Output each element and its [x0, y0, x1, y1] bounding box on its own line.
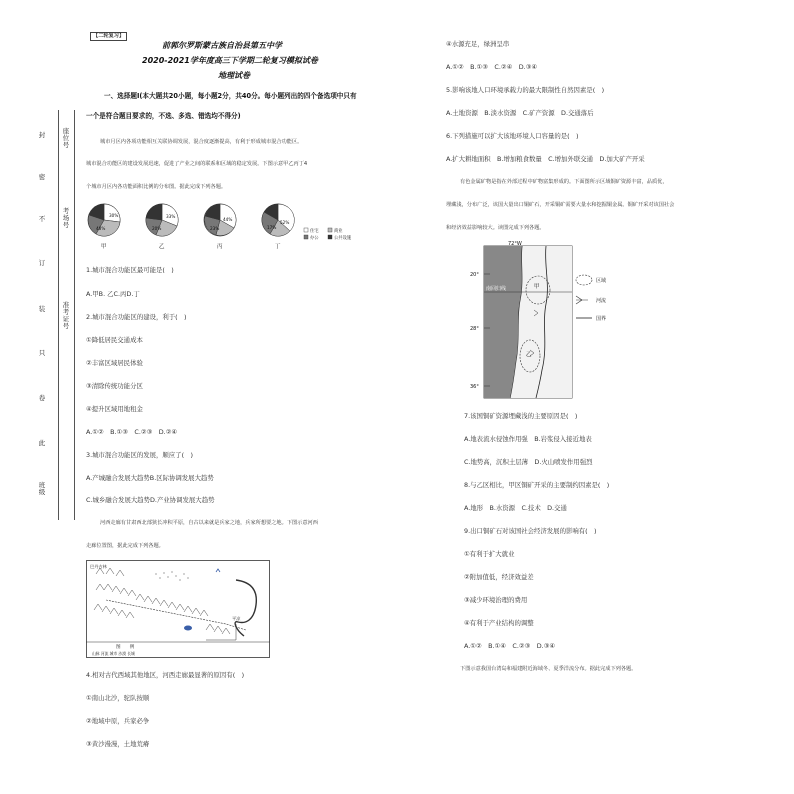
- pie-yi-label: 乙: [159, 244, 165, 250]
- map2-lat-28: 28°: [470, 326, 479, 332]
- cut-char-5: 装: [38, 305, 46, 313]
- subject-title: 地理试卷: [218, 71, 250, 80]
- map2-legend-border: 国界: [596, 316, 607, 322]
- q3-stem: 3.城市混合功能区的发展，顺应了( ): [86, 451, 193, 459]
- pie-bing-pct-1: 44%: [223, 217, 233, 222]
- q8-options: A.地形 B.水资源 C.技术 D.交通: [464, 504, 567, 512]
- map2-lat-36: 36°: [470, 384, 479, 390]
- q4-stem: 4.相对古代西域其他地区，河西走廊最显著的原因有( ): [86, 671, 245, 679]
- passage2-line2: 走廊位置图，据此完成下列各题。: [86, 543, 164, 549]
- q4-item-1: ①南山北沙，驼队按顺: [86, 694, 150, 702]
- q2-item-1: ①降低居民交通成本: [86, 336, 143, 344]
- pie-ding-label: 丁: [275, 244, 281, 250]
- map1-legend-text: 山脉 河流 城市 沙漠 长城: [92, 651, 135, 656]
- q7-line-a: A.地表流水侵蚀作用强 B.岩浆侵入接近地表: [464, 435, 592, 443]
- cut-char-3: 不: [38, 215, 46, 223]
- map1-label-city: 平凉: [232, 616, 241, 621]
- q6-stem: 6.下列措施可以扩大该地环境人口容量的是( ): [446, 132, 579, 140]
- map2-region-a: 甲: [534, 284, 540, 290]
- q2-item-4: ④提升区域用地租金: [86, 405, 143, 413]
- cut-char-4: 订: [38, 259, 46, 267]
- q2-stem: 2.城市混合功能区的建设，利于( ): [86, 313, 187, 321]
- q7-line-c: C.地势高，沉积土层薄 D.火山喷发作用强烈: [464, 458, 593, 466]
- legend-residential: 住宅: [310, 229, 319, 234]
- hexi-corridor-map: [86, 560, 270, 658]
- exam-term: 2020-2021学年度高三下学期二轮复习模拟试卷: [142, 56, 318, 65]
- passage1-line3: 个城市月区内各功能面积比例的分布图。据此完成下列各题。: [86, 184, 227, 190]
- section1-heading-line2: 一个是符合题目要求的，不选、多选、错选均不得分): [86, 112, 241, 120]
- q6-options: A.扩大耕地面积 B.增加粮食数量 C.增加外联交通 D.加大矿产开采: [446, 155, 645, 163]
- pie-bing: [204, 204, 236, 250]
- passage3-line2: 埋藏浅，分布广泛，该国大量出口铜矿石，开采铜矿需要大量水和挖掘铜金属。铜矿开采对该国社会: [446, 202, 675, 208]
- q7-stem: 7.该国铜矿资源埋藏浅的主要原因是( ): [464, 412, 578, 420]
- pie-bing-label: 丙: [217, 244, 223, 250]
- passage3-line3: 和经济效益影响较大。读图完成下列各题。: [446, 225, 545, 231]
- q2-options: A.①② B.①③ C.②③ D.②④: [86, 428, 178, 436]
- map2-region-b: 乙: [526, 352, 532, 358]
- pie-jia-pct-1: 48%: [96, 226, 106, 231]
- q8-stem: 8.与乙区相比，甲区铜矿开采的主要制约因素是( ): [464, 481, 610, 489]
- passage2-line1: 河西走廊有甘肃西北部狭长冲积平原，自古以来就是兵家之地，兵家所想要之地。下图示意河西: [100, 520, 318, 526]
- exam-room-label: 考场号: [62, 207, 70, 229]
- cut-char-6: 只: [38, 349, 46, 357]
- map2-legend-region: 区域: [596, 278, 607, 284]
- q2-item-3: ③清除传统功能分区: [86, 382, 143, 390]
- pie-legend: [304, 227, 352, 241]
- cut-char-7: 卷: [38, 394, 46, 402]
- q9-item-3: ③减少环境治理的费用: [464, 596, 528, 604]
- q3-line-c: C.城乡融合发展大趋势D.产业协调发展大趋势: [86, 496, 215, 504]
- legend-office: 办公: [310, 236, 319, 241]
- passage1-line1: 城市月区内各项功能相互关联协调发展，混合度逐渐提高，有利于形成城市混合功能区。: [100, 139, 303, 145]
- review-tag: 【二轮复习】: [90, 32, 127, 41]
- closing-passage: 下图示意我国台湾岛和福建附近海域冬、夏季洋流分布。据此完成下列各题。: [460, 666, 637, 672]
- q5-options: A.土地资源 B.淡水资源 C.矿产资源 D.交通落后: [446, 109, 594, 117]
- q1-stem: 1.城市混合功能区最可能是( ): [86, 266, 174, 274]
- q4-item-4: ④水源充足，绿洲呈串: [446, 40, 510, 48]
- q4-item-3: ③黄沙漫漫，土地荒瘠: [86, 740, 150, 748]
- pie-jia: [88, 204, 120, 250]
- map1-legend-title: 图 例: [116, 645, 135, 650]
- q4-item-2: ②地域中原，兵家必争: [86, 717, 150, 725]
- passage3-line1: 有色金属矿物是指在外部过程中矿物富集形成的。下面图所示区域铜矿资源丰富，品质优，: [460, 179, 668, 185]
- section1-heading-line1: 一、选择题Ⅰ(本大题共20小题，每小题2分，共40分。每小题列出的四个备选项中只有: [104, 92, 357, 100]
- q5-stem: 5.影响该地人口环境承载力的最大限制性自然因素是( ): [446, 86, 605, 94]
- cut-char-1: 封: [38, 131, 46, 139]
- q4-options: A.①② B.①③ C.②④ D.③④: [446, 63, 538, 71]
- legend-commercial: 商业: [334, 229, 343, 234]
- binding-line-left: [58, 110, 59, 520]
- pie-jia-pct-2: 30%: [109, 213, 119, 218]
- q9-stem: 9.出口铜矿石对该国社会经济发展的影响有( ): [464, 527, 597, 535]
- pie-jia-label: 甲: [101, 244, 107, 250]
- pie-yi-pct-1: 33%: [166, 214, 176, 219]
- map2-legend-river: 河流: [596, 298, 607, 304]
- cut-char-8: 此: [38, 439, 46, 447]
- q2-item-2: ②丰富区域居民体验: [86, 359, 143, 367]
- q9-item-1: ①有利于扩大就业: [464, 550, 515, 558]
- q3-line-a: A.产城融合发展大趋势B.区际协调发展大趋势: [86, 474, 214, 482]
- map2-tropic-label: 南回归线: [486, 286, 507, 292]
- pie-charts: [82, 198, 352, 256]
- passage1-line2: 城市混合功能区的建设发展迅速，促进了产业之间的联系和区域的稳定发展。下图示意甲乙丙丁4: [86, 161, 308, 167]
- pie-yi-pct-2: 20%: [152, 226, 162, 231]
- map1-label-desert: 巴丹吉林: [90, 564, 107, 569]
- pie-ding-pct-1: 52%: [280, 220, 290, 225]
- pie-bing-pct-2: 23%: [210, 226, 220, 231]
- q9-options: A.①② B.①④ C.②③ D.③④: [464, 642, 556, 650]
- pie-yi: [146, 204, 178, 250]
- chile-copper-map: [454, 240, 634, 400]
- school-name: 前郭尔罗斯蒙古族自治县第五中学: [162, 41, 282, 50]
- map2-lat-20: 20°: [470, 272, 479, 278]
- q9-item-2: ②附加值低，经济效益差: [464, 573, 534, 581]
- seat-number-label: 座位号: [62, 127, 70, 149]
- class-label: 班级: [38, 481, 46, 496]
- legend-public: 公共设施: [334, 236, 352, 241]
- pie-ding-pct-2: 17%: [267, 225, 277, 230]
- q1-options: A.甲B. 乙C.丙D.丁: [86, 290, 140, 298]
- cut-char-2: 密: [38, 173, 46, 181]
- binding-line-right: [74, 110, 75, 520]
- pie-ding: [262, 204, 295, 250]
- q9-item-4: ④有利于产业结构的调整: [464, 619, 534, 627]
- map2-lon-label: 72°W: [508, 241, 522, 247]
- admission-number-label: 准考证号: [62, 301, 70, 330]
